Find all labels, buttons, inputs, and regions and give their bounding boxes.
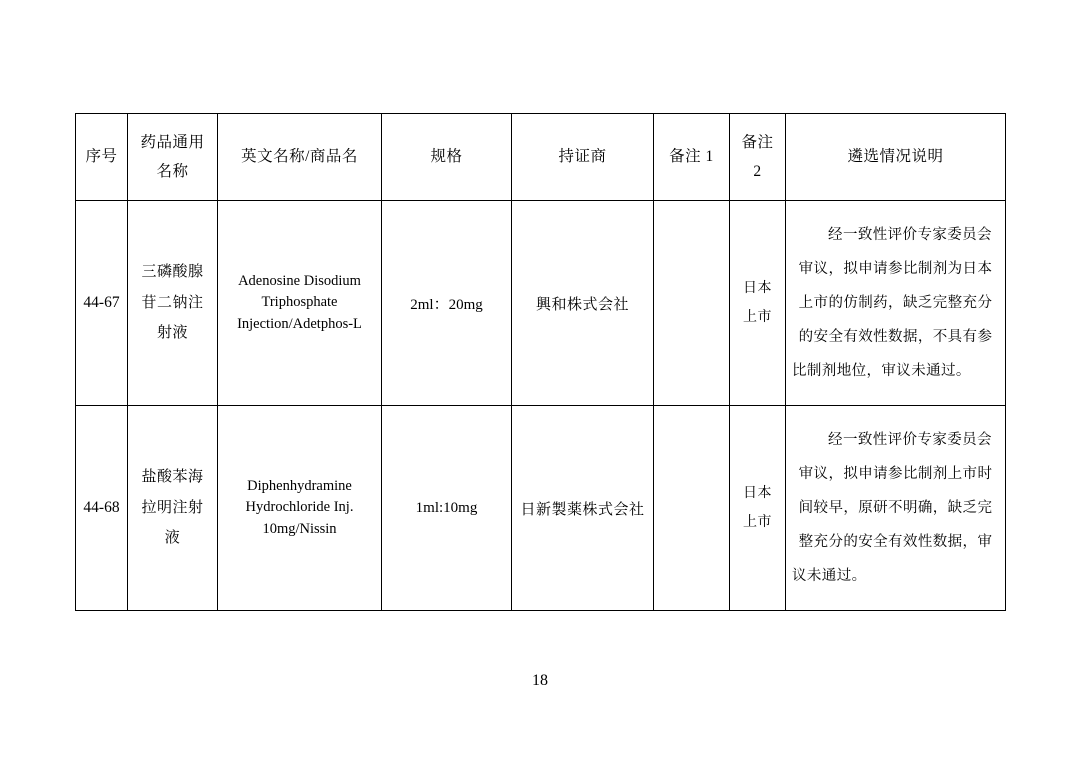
table-row xyxy=(76,201,1006,406)
header-description: 遴选情况说明 xyxy=(786,114,1006,201)
header-english-name: 英文名称/商品名 xyxy=(218,114,382,201)
cell-description-text: 经一致性评价专家委员会审议，拟申请参比制剂上市时间较早，原研不明确，缺乏完整充分的安全有效性数据，审议未通过。 xyxy=(792,431,993,585)
header-note2: 备注 2 xyxy=(730,114,786,201)
cell-spec: 2ml：20mg xyxy=(382,201,512,406)
cell-generic-name: 三磷酸腺苷二钠注射液 xyxy=(128,201,218,406)
table-row xyxy=(76,406,1006,611)
cell-description-text: 经一致性评价专家委员会审议，拟申请参比制剂为日本上市的仿制药，缺乏完整充分的安全有效性数据，不具有参比制剂地位，审议未通过。 xyxy=(792,226,993,380)
header-holder: 持证商 xyxy=(512,114,654,201)
cell-seq: 44-67 xyxy=(76,201,128,406)
header-generic-name: 药品通用名称 xyxy=(128,114,218,201)
cell-english-name: Diphenhydramine Hydrochloride Inj. 10mg/Nissin xyxy=(218,406,382,611)
page-number: 18 xyxy=(532,672,548,689)
drug-selection-table xyxy=(75,113,1006,611)
header-seq: 序号 xyxy=(76,114,128,201)
cell-note1 xyxy=(654,406,730,611)
cell-generic-name: 盐酸苯海拉明注射液 xyxy=(128,406,218,611)
header-note1: 备注 1 xyxy=(654,114,730,201)
cell-note2: 日本上市 xyxy=(730,406,786,611)
cell-seq: 44-68 xyxy=(76,406,128,611)
cell-description xyxy=(786,201,1006,406)
cell-english-name: Adenosine Disodium Triphosphate Injection/Adetphos-L xyxy=(218,201,382,406)
cell-description xyxy=(786,406,1006,611)
cell-spec: 1ml:10mg xyxy=(382,406,512,611)
cell-note1 xyxy=(654,201,730,406)
cell-holder: 興和株式会社 xyxy=(512,201,654,406)
cell-note2: 日本上市 xyxy=(730,201,786,406)
table-header-row xyxy=(76,114,1006,201)
cell-holder: 日新製薬株式会社 xyxy=(512,406,654,611)
header-spec: 规格 xyxy=(382,114,512,201)
drug-selection-table-wrapper xyxy=(75,113,1005,611)
